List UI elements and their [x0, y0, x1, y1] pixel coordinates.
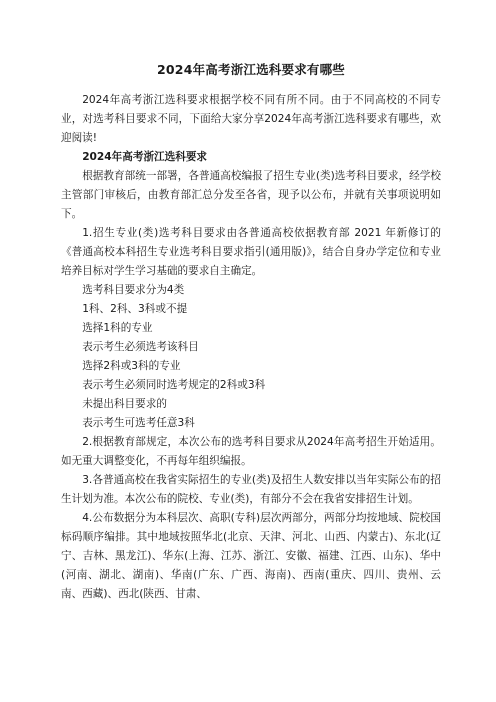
document-title: 2024年高考浙江选科要求有哪些 [157, 62, 345, 77]
paragraph: 1科、2科、3科或不提 [82, 303, 188, 315]
paragraph: 表示考生可选考任意3科 [82, 417, 195, 429]
paragraph: 表示考生必须同时选考规定的2科或3科 [82, 379, 266, 391]
paragraph: 2024年高考浙江选科要求根据学校不同有所不同。由于不同高校的不同专业，对选考科目要求不同，下面给大家分享2024年高考浙江选科要求有哪些，欢迎阅读! [61, 94, 441, 144]
paragraph: 选择2科或3科的专业 [82, 360, 181, 372]
document-page [61, 60, 441, 604]
document-body [61, 91, 441, 604]
paragraph: 选择1科的专业 [82, 322, 153, 334]
paragraph: 3.各普通高校在我省实际招生的专业(类)及招生人数安排以当年实际公布的招生计划为准。本次公布的院校、专业(类)，有部分不会在我省安排招生计划。 [61, 474, 441, 505]
paragraph: 表示考生必须选考该科目 [82, 341, 199, 353]
section-heading: 2024年高考浙江选科要求 [82, 151, 208, 163]
paragraph: 选考科目要求分为4类 [82, 284, 185, 296]
paragraph: 根据教育部统一部署，各普通高校编报了招生专业(类)选考科目要求，经学校主管部门审核后，由教育部汇总分发至各省，现予以公布，并就有关事项说明如下。 [61, 170, 441, 220]
paragraph: 4.公布数据分为本科层次、高职(专科)层次两部分，两部分均按地域、院校国标码顺序编排。其中地域按照华北(北京、天津、河北、山西、内蒙古)、东北(辽宁、吉林、黑龙江)、华东(上海、江苏、浙江、安徽、福建、江西、山东)、华中(河南、湖北、湖南)、华南(广东、广西、海南)、西南(重庆、四川、贵州、云南、西藏)、西北(陕西、甘肃、 [61, 512, 441, 600]
paragraph: 2.根据教育部规定，本次公布的选考科目要求从2024年高考招生开始适用。如无重大调整变化，不再每年组织编报。 [61, 436, 441, 467]
paragraph: 1.招生专业(类)选考科目要求由各普通高校依据教育部 2021 年新修订的《普通高校本科招生专业选考科目要求指引(通用版)》，结合自身办学定位和专业培养目标对学生学习基础的要求自主确定。 [61, 227, 441, 277]
paragraph: 未提出科目要求的 [82, 398, 167, 410]
